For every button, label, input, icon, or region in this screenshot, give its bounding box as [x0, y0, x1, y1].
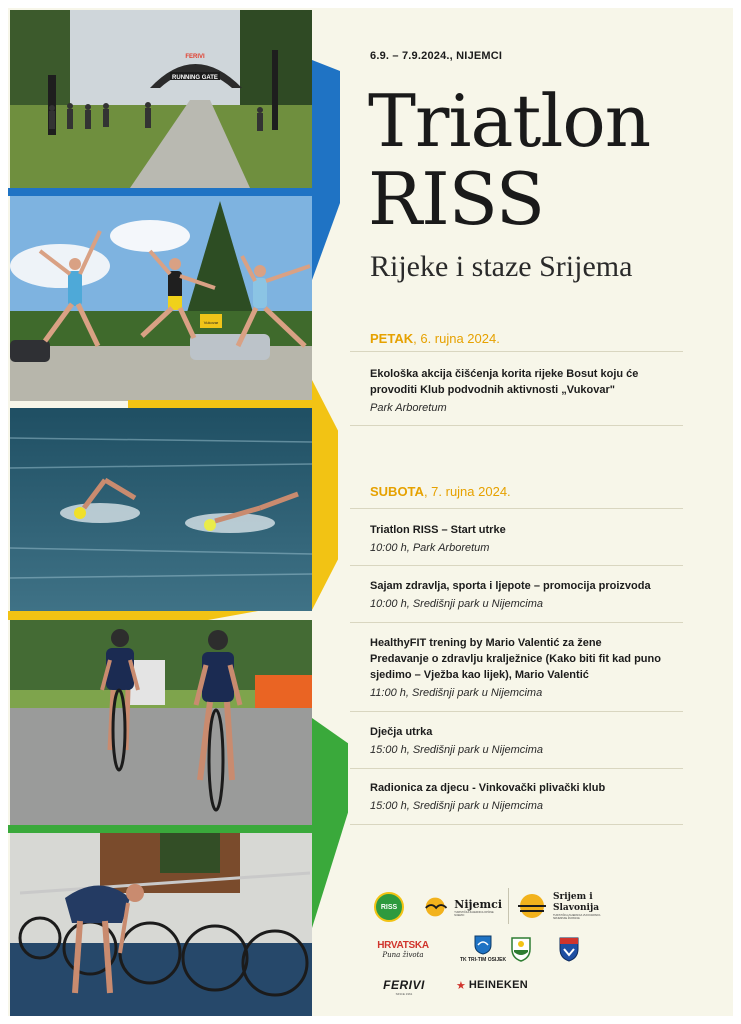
nijemci-logo-text: Nijemci	[454, 897, 502, 911]
photo-cyclists	[10, 620, 312, 825]
photo-transition-zone	[10, 833, 312, 1016]
event-item	[370, 724, 680, 758]
title-line-2: RISS	[368, 157, 545, 241]
divider	[350, 565, 683, 566]
event-meta: 15:00 h, Središnji park u Nijemcima	[370, 744, 544, 756]
event-name: Dječja utrka	[370, 726, 433, 738]
event-item	[370, 635, 680, 701]
event-name: Sajam zdravlja, sporta i ljepote – promocija proizvoda	[370, 580, 651, 592]
hrvatska-logo	[374, 934, 432, 964]
stripe-blue-right	[312, 60, 340, 280]
crest-green-icon	[510, 934, 532, 962]
event-name: Triatlon RISS – Start utrke	[370, 524, 506, 536]
crest-red-blue-icon	[558, 934, 580, 962]
ferivi-logo-text: FERIVI	[383, 978, 425, 992]
divider	[350, 425, 683, 426]
event-meta: 15:00 h, Središnji park u Nijemcima	[370, 800, 544, 812]
srijem-emblem-icon	[516, 893, 548, 919]
logo-divider	[508, 888, 509, 924]
event-name-secondary: Predavanje o zdravlju kralježnice (Kako biti fit kad puno sjedimo – Vježba kao lijek), Mario Valentić	[370, 653, 661, 681]
photo-running-gate	[10, 10, 312, 188]
stripe-blue-top	[8, 188, 312, 196]
road-sign-text: Vukovar	[203, 320, 219, 325]
heineken-logo	[452, 974, 532, 996]
riss-logo-text: RISS	[380, 903, 398, 911]
gate-text: RUNNING GATE	[172, 75, 218, 81]
title-line-1: Triatlon	[368, 79, 651, 163]
divider	[350, 351, 683, 352]
srijem-logo-text: Srijem i Slavonija	[553, 892, 600, 913]
ferivi-logo	[374, 976, 434, 998]
divider	[350, 508, 683, 509]
riss-logo	[374, 892, 404, 922]
event-name: Ekološka akcija čišćenja korita rijeke Bosut koju će provoditi Klub podvodnih aktivnosti „Vukovar"	[370, 368, 639, 396]
event-name: Radionica za djecu - Vinkovački plivački klub	[370, 782, 606, 794]
stripe-yellow-right	[312, 380, 338, 610]
subtitle: Rijeke i staze Srijema	[370, 250, 633, 283]
srijem-logo-sub: TURISTIČKA ZAJEDNICA VUKOVARSKO-SRIJEMSKE ŽUPANIJE	[553, 914, 602, 920]
day-heading-friday	[370, 331, 500, 346]
stripe-green-right	[312, 718, 348, 928]
page-title	[368, 79, 651, 241]
nijemci-logo-sub: TURISTIČKA ZAJEDNICA OPĆINE NIJEMCI	[454, 910, 494, 917]
divider	[350, 824, 683, 825]
stripe-yellow-bottom	[8, 611, 258, 620]
event-meta: 10:00 h, Središnji park u Nijemcima	[370, 598, 544, 610]
municipality-crest	[508, 932, 534, 964]
hrvatska-logo-sub: Puna života	[382, 950, 424, 959]
event-name: HealthyFIT trening by Mario Valentić za žene	[370, 637, 602, 649]
divider	[350, 768, 683, 769]
poster	[8, 8, 733, 1016]
day-label: PETAK	[370, 331, 414, 346]
ferivi-logo-sub: SINCE 1961	[395, 992, 413, 996]
event-meta: 10:00 h, Park Arboretum	[370, 542, 490, 554]
event-meta: 11:00 h, Središnji park u Nijemcima	[370, 687, 543, 699]
stripe-green-bottom	[8, 825, 312, 833]
heineken-star-icon: ★	[455, 979, 466, 992]
date-location: 6.9. – 7.9.2024., NIJEMCI	[370, 50, 503, 62]
divider	[350, 711, 683, 712]
heineken-logo-text: HEINEKEN	[468, 979, 529, 991]
gate-brand: FERIVI	[185, 54, 205, 60]
event-item	[370, 578, 680, 612]
event-item	[370, 366, 680, 416]
tri-tim-emblem-icon	[472, 933, 494, 955]
nijemci-emblem-icon	[422, 896, 450, 918]
nijemci-logo	[422, 892, 502, 922]
event-item	[370, 780, 680, 814]
day-heading-saturday	[370, 484, 511, 499]
county-crest	[556, 932, 582, 964]
day-label: SUBOTA	[370, 484, 424, 499]
divider	[350, 622, 683, 623]
event-item	[370, 522, 680, 556]
tri-tim-logo-text: TK TRI-TIM OSIJEK	[459, 957, 507, 963]
hrvatska-logo-text: HRVATSKA	[377, 939, 429, 951]
event-meta: Park Arboretum	[370, 402, 447, 414]
photo-jumping-athletes	[10, 196, 312, 401]
day-date: , 6. rujna 2024.	[413, 331, 500, 346]
photo-swimmers	[10, 408, 312, 611]
srijem-slavonija-logo	[516, 888, 616, 924]
day-date: , 7. rujna 2024.	[423, 484, 511, 499]
stripe-yellow-top	[128, 400, 312, 408]
